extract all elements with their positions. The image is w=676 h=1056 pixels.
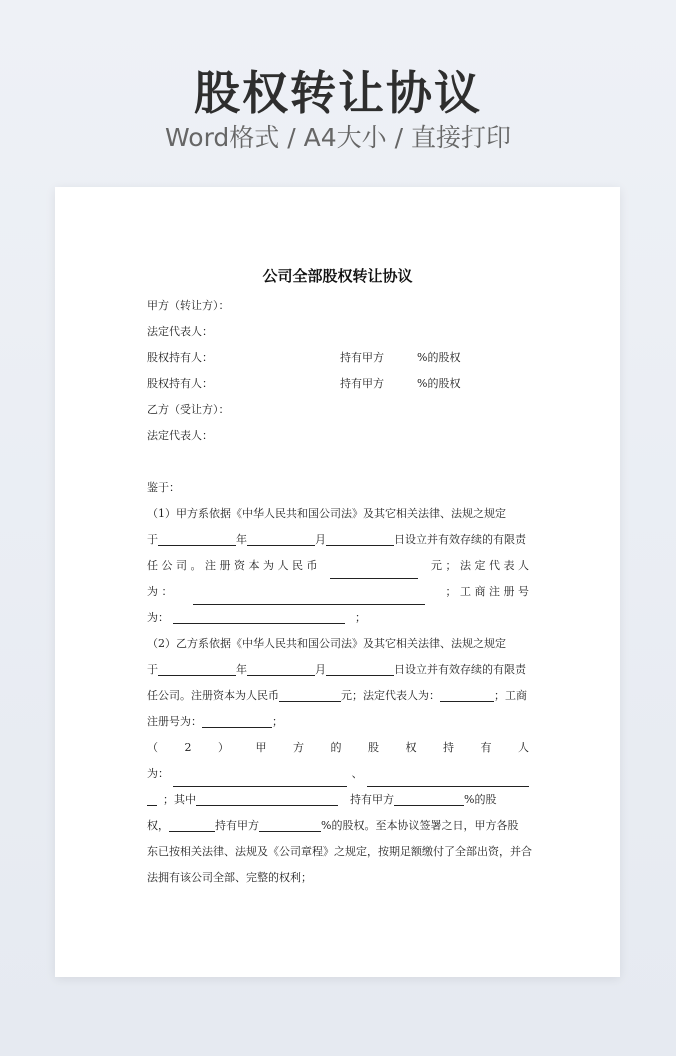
banner-subtitle: Word格式 / A4大小 / 直接打印 [165,123,511,152]
char: 持 [443,741,454,754]
blank-holder-field[interactable] [147,792,157,806]
clause-1-line-3 [147,553,529,579]
clause-1-line-5 [147,605,529,631]
blank-month-field[interactable] [247,532,315,546]
text-segment: 为： [147,611,169,624]
text-segment: 日设立并有效存续的有限责 [394,533,526,546]
clause-2-line-2 [147,657,529,683]
char: ） [218,741,229,754]
char: （ [147,741,158,754]
clause-1-line-2 [147,527,529,553]
clause-3-line-3 [147,787,529,813]
clause-2-line-1 [147,631,529,657]
blank-year-field[interactable] [158,532,236,546]
legal-rep-a-line [147,319,529,345]
text-segment: 为： [147,767,169,780]
party-a-label: 甲方（转让方）： [147,299,230,312]
text-segment: %的股权。至本协议签署之日，甲方各股 [321,819,519,832]
document-page [55,187,620,977]
holder-1-pct: %的股权 [417,351,461,364]
text-segment: 法拥有该公司全部、完整的权利； [147,871,312,884]
text-segment: 东已按相关法律、法规及《公司章程》之规定，按期足额缴付了全部出资，并合 [147,845,532,858]
blank-month-field[interactable] [247,662,315,676]
text-segment: 年 [236,533,247,546]
party-b-line [147,397,529,423]
clause-2-text: （2）乙方系依据《中华人民共和国公司法》及其它相关法律、法规之规定 [147,637,506,650]
text-segment: 权， [147,819,169,832]
blank-holder-field[interactable] [173,773,347,787]
blank-holder-name-field[interactable] [169,818,215,832]
text-segment: 于 [147,533,158,546]
blank-day-field[interactable] [326,532,394,546]
text-segment: 月 [315,533,326,546]
char: 方 [293,741,304,754]
text-segment: 于 [147,663,158,676]
text-segment: 日设立并有效存续的有限责 [394,663,526,676]
blank-reg-no-field[interactable] [202,714,272,728]
text-segment: ； [355,611,366,624]
legal-rep-b-line [147,423,529,449]
char: 人 [518,741,529,754]
text-segment: 注册号为： [147,715,202,728]
blank-capital-field[interactable] [279,688,341,702]
clause-1-line-1 [147,501,529,527]
char: 权 [405,741,417,754]
blank-pct-field[interactable] [394,792,464,806]
char: 甲 [255,741,267,754]
text-segment: ； 工 商 注 册 号 [445,585,529,598]
blank-holder-name-field[interactable] [196,792,338,806]
holder-2-hold: 持有甲方 [340,377,384,390]
text-segment: 元 ； 法 定 代 表 人 [431,559,529,572]
holder-2-line [147,371,529,397]
blank-legal-rep-field[interactable] [193,591,425,605]
text-segment: 月 [315,663,326,676]
text-segment: ； [272,715,283,728]
text-segment: 为 ： [147,585,173,598]
blank-legal-rep-field[interactable] [440,688,494,702]
clause-1-text: （1）甲方系依据《中华人民共和国公司法》及其它相关法律、法规之规定 [147,507,506,520]
holder-2-label: 股权持有人： [147,377,213,390]
clause-3-line-5 [147,839,532,865]
blank-day-field[interactable] [326,662,394,676]
text-segment: ；工商 [494,689,527,702]
clause-3-line-2 [147,761,529,787]
party-a-line [147,293,529,319]
text-segment: 元；法定代表人为： [341,689,440,702]
spacer [147,449,529,475]
blank-pct-field[interactable] [259,818,321,832]
char: 2 [184,741,192,754]
char: 的 [330,741,342,754]
text-segment: 任公司。注册资本为人民币 [147,689,279,702]
blank-year-field[interactable] [158,662,236,676]
clause-3-line-6 [147,865,529,891]
holder-1-hold: 持有甲方 [340,351,384,364]
clause-2-line-3 [147,683,529,709]
holder-1-line [147,345,529,371]
text-segment: 持有甲方 [215,819,259,832]
blank-holder-field[interactable] [367,773,529,787]
clause-2-line-4 [147,709,529,735]
text-segment: %的股 [464,793,497,806]
legal-rep-b-label: 法定代表人： [147,429,213,442]
holder-2-pct: %的股权 [417,377,461,390]
blank-capital-field[interactable] [330,565,418,579]
text-segment: 持有甲方 [350,793,394,806]
blank-reg-no-field[interactable] [173,610,345,624]
char: 有 [480,741,492,754]
char: 股 [368,741,379,754]
whereas-label: 鉴于： [147,481,180,494]
banner-title: 股权转让协议 [194,66,482,120]
legal-rep-a-label: 法定代表人： [147,325,213,338]
document-title: 公司全部股权转让协议 [262,267,413,285]
clause-3-line-4 [147,813,529,839]
document-body [147,293,532,891]
whereas-line [147,475,529,501]
clause-1-line-4 [147,579,529,605]
text-segment: 任 公 司 。 注 册 资 本 为 人 民 币 [147,559,318,572]
text-segment: 、 [351,767,363,780]
holder-1-label: 股权持有人： [147,351,213,364]
text-segment: ；其中 [163,793,196,806]
clause-3-line-1 [147,735,529,761]
party-b-label: 乙方（受让方）： [147,403,230,416]
text-segment: 年 [236,663,247,676]
